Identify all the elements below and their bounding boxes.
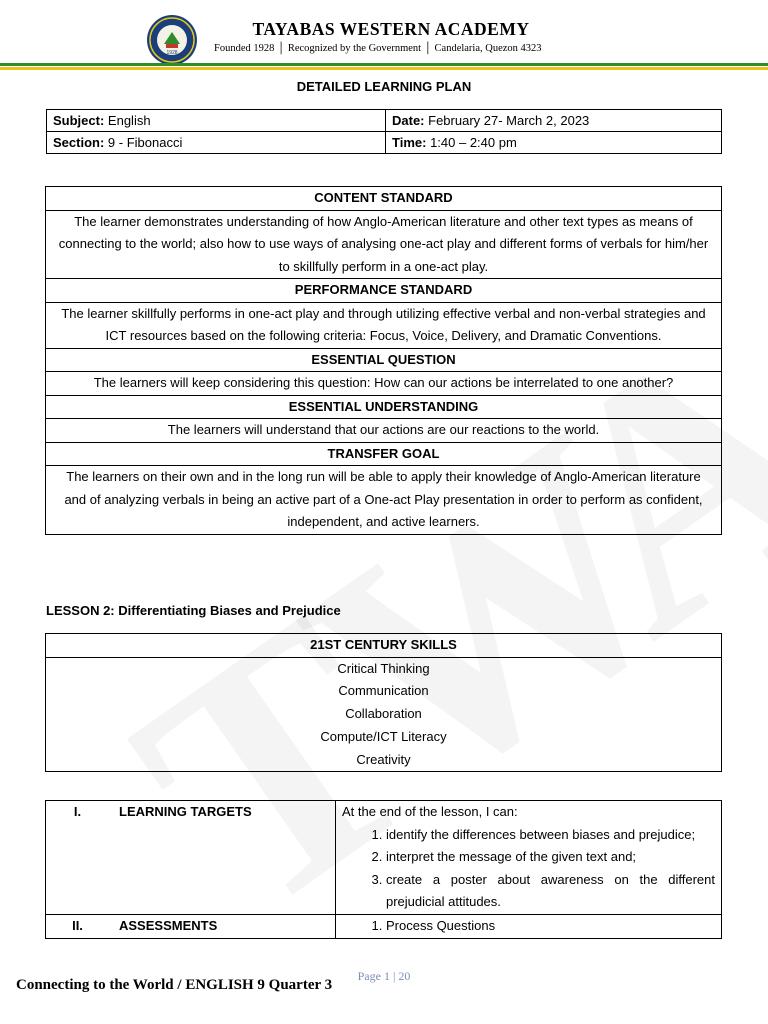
table-row: [47, 132, 722, 154]
section-number: I.: [46, 801, 110, 915]
info-table: [46, 109, 722, 154]
footer-course: Connecting to the World / ENGLISH 9 Quarter 3: [16, 977, 333, 993]
targets-cell: [336, 801, 722, 915]
essential-understanding-heading: ESSENTIAL UNDERSTANDING: [46, 395, 722, 419]
header-divider-green: [0, 63, 768, 66]
skills-list: [46, 657, 722, 772]
skills-table: [45, 633, 722, 772]
location-text: Candelaria, Quezon 4323: [434, 43, 542, 54]
list-item: 1. Process Questions: [386, 915, 715, 938]
list-item: Communication: [338, 683, 429, 699]
performance-standard-heading: PERFORMANCE STANDARD: [46, 279, 722, 303]
table-row: [47, 110, 722, 132]
list-item: 3. create a poster about awareness on the different prejudicial attitudes.: [386, 869, 715, 914]
list-item: 2. interpret the message of the given text and;: [386, 846, 715, 869]
essential-question-body: The learners will keep considering this question: How can our actions be interrelated to one another?: [46, 372, 722, 396]
performance-standard-body: The learner skillfully performs in one-act play and through utilizing effective verbal and non-verbal strategies and ICT resources based on the following criteria: Focus, Voice, Delivery, and Dramatic Conventions.: [46, 302, 722, 348]
lesson-title: LESSON 2: Differentiating Biases and Prejudice: [46, 603, 341, 618]
recognized-text: Recognized by the Government: [287, 43, 422, 54]
school-info: Founded 1928 │ Recognized by the Government │ Candelaria, Quezon 4323: [214, 43, 542, 54]
essential-question-heading: ESSENTIAL QUESTION: [46, 348, 722, 372]
transfer-goal-body: The learners on their own and in the long run will be able to apply their knowledge of Anglo-American literature and of analyzing verbals in being an active part of a One-act Play presentation in order to perform as confident, independent, and active learners.: [46, 466, 722, 535]
targets-intro: At the end of the lesson, I can:: [342, 804, 518, 819]
transfer-goal-heading: TRANSFER GOAL: [46, 442, 722, 466]
document-title: DETAILED LEARNING PLAN: [296, 79, 472, 94]
page-number: Page 1 | 20: [357, 969, 411, 983]
targets-list: [342, 824, 715, 914]
assessments-list: [342, 915, 715, 938]
section-label: ASSESSMENTS: [109, 914, 336, 938]
school-name: TAYABAS WESTERN ACADEMY: [252, 19, 530, 39]
date-cell: Date: February 27- March 2, 2023: [386, 110, 722, 132]
learning-targets-table: [45, 800, 722, 939]
logo-year: 1928: [166, 50, 178, 56]
list-item: Creativity: [356, 751, 411, 767]
school-logo-icon: [146, 14, 198, 66]
table-row: [46, 801, 722, 915]
essential-understanding-body: The learners will understand that our actions are our reactions to the world.: [46, 419, 722, 443]
table-row: [46, 914, 722, 938]
header-divider-yellow: [0, 67, 768, 70]
section-label: LEARNING TARGETS: [109, 801, 336, 915]
list-item: Collaboration: [345, 706, 422, 722]
list-item: Critical Thinking: [337, 660, 430, 676]
section-cell: Section: 9 - Fibonacci: [47, 132, 386, 154]
content-standard-body: The learner demonstrates understanding of how Anglo-American literature and other text types as means of connecting to the world; also how to use ways of analysing one-act play and different forms of verbals for him/her to skillfully perform in a one-act play.: [46, 210, 722, 279]
founded-text: Founded 1928: [214, 43, 275, 54]
standards-table: [45, 186, 722, 535]
list-item: 1. identify the differences between biases and prejudice;: [386, 824, 715, 847]
time-cell: Time: 1:40 – 2:40 pm: [386, 132, 722, 154]
subject-cell: Subject: English: [47, 110, 386, 132]
assessments-cell: [336, 914, 722, 938]
list-item: Compute/ICT Literacy: [320, 728, 447, 744]
section-number: II.: [46, 914, 110, 938]
skills-heading: 21ST CENTURY SKILLS: [46, 634, 722, 658]
content-standard-heading: CONTENT STANDARD: [46, 187, 722, 211]
